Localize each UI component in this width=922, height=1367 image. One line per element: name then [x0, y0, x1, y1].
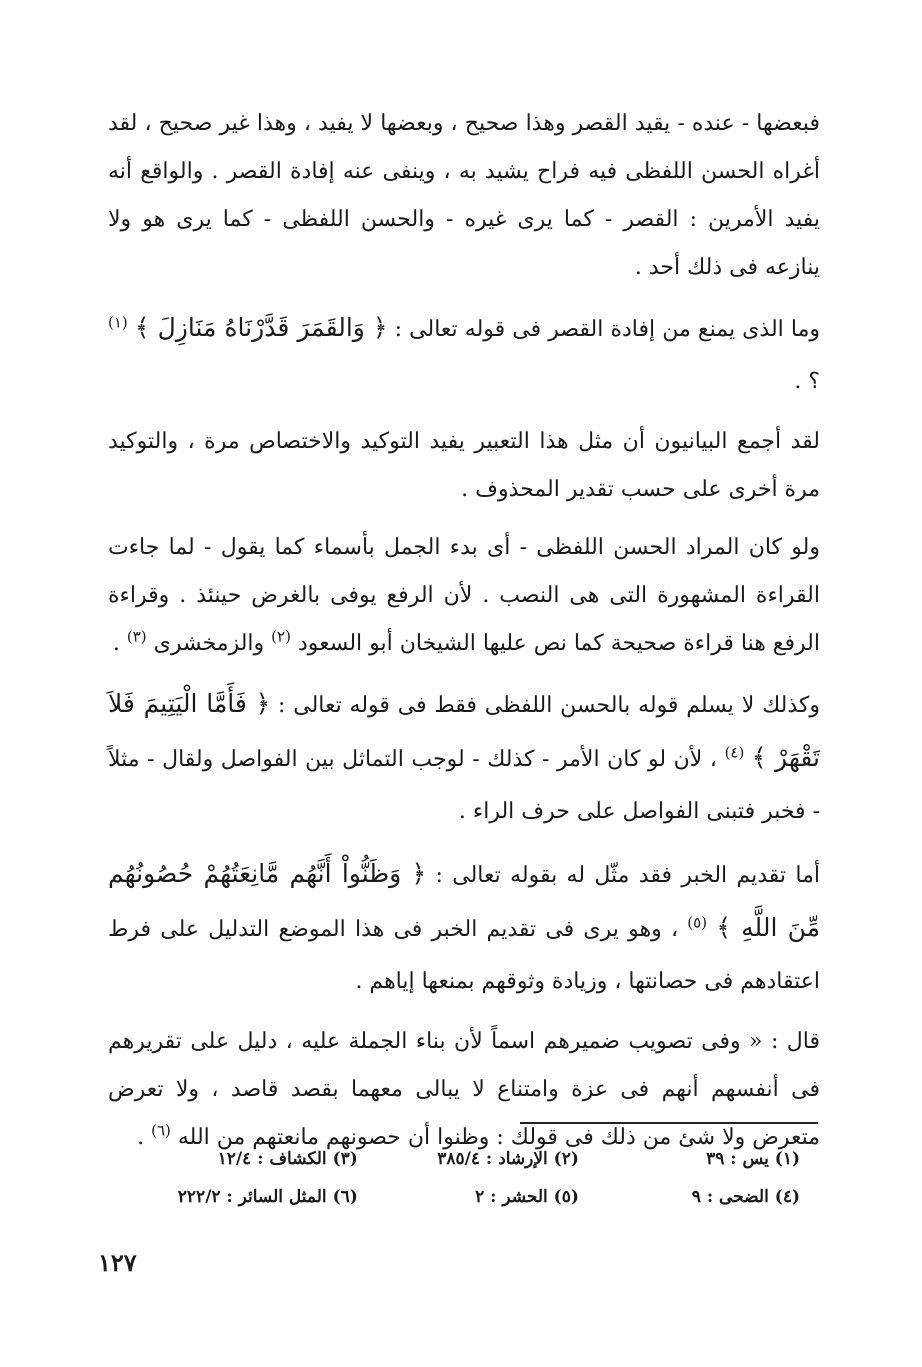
paragraph-2 — [108, 302, 820, 408]
paragraph-5 — [108, 678, 820, 838]
footnote-2: (٢) الإرشاد : ٣٨٥/٤ — [437, 1149, 579, 1169]
footnote-4: (٤) الضحى : ٩ — [691, 1187, 800, 1207]
paragraph-4-end: . — [112, 631, 127, 656]
paragraph-6 — [108, 848, 820, 1008]
paragraph-3-text: لقد أجمع البيانيون أن مثل هذا التعبير يفيد التوكيد والاختصاص مرة ، والتوكيد مرة أخرى على حسب تقدير المحذوف . — [108, 429, 820, 502]
footnote-5: (٥) الحشر : ٢ — [475, 1187, 579, 1207]
paragraph-5-end: ، لأن لو كان الأمر - كذلك - لوجب التماثل بين الفواصل ولقال - مثلاً - فخبر فتبنى الفواصل على حرف الراء . — [108, 747, 820, 824]
paragraph-4 — [108, 524, 820, 668]
paragraph-3 — [108, 418, 820, 514]
footnote-ref: (٢) — [271, 627, 291, 646]
quran-verse: ﴿ وَالقَمَرَ قَدَّرْنَاهُ مَنَازِلَ ﴾ — [134, 313, 388, 342]
paragraph-7-end: . — [137, 1125, 152, 1150]
paragraph-6-end: ، وهو يرى فى تقديم الخبر فى هذا الموضع التدليل على فرط اعتقادهم فى حصانتها ، وزيادة وثوقهم بمنعها إياهم . — [108, 917, 820, 994]
footnote-ref: (١) — [108, 313, 128, 332]
footnote-ref: (٤) — [724, 743, 745, 762]
paragraph-4-text: ولو كان المراد الحسن اللفظى - أى بدء الجمل بأسماء كما يقول - لما جاءت القراءة المشهورة التى هى النصب . لأن الرفع يوفى بالغرض حينئذ . وقراءة الرفع هنا قراءة صحيحة كما نص عليها الشيخان أبو السعود — [108, 535, 820, 656]
quran-verse: ﴿ فَأَمَّا الْيَتِيمَ فَلاَ تَقْهَرْ ﴾ — [108, 689, 820, 772]
footnote-row — [140, 1178, 800, 1216]
footnote-ref: (٦) — [151, 1121, 171, 1140]
footnote-6: (٦) المثل السائر : ٢٢٢/٢ — [177, 1187, 358, 1207]
paragraph-6-text: أما تقديم الخبر فقد مثّل له بقوله تعالى : — [426, 863, 820, 888]
footnote-1: (١) يس : ٣٩ — [706, 1149, 800, 1169]
paragraph-2-end: ؟ . — [794, 369, 820, 394]
main-text — [108, 100, 820, 1172]
footnotes — [140, 1140, 800, 1216]
page-number: ١٢٧ — [98, 1248, 137, 1277]
footnote-ref: (٣) — [126, 627, 147, 646]
paragraph-2-text: وما الذى يمنع من إفادة القصر فى قوله تعالى : — [387, 317, 820, 342]
paragraph-1 — [108, 100, 820, 292]
footnote-row — [140, 1140, 800, 1178]
paragraph-5-text: وكذلك لا يسلم قوله بالحسن اللفظى فقط فى قوله تعالى : — [270, 693, 820, 718]
paragraph-1-text: فبعضها - عنده - يقيد القصر وهذا صحيح ، وبعضها لا يفيد ، وهذا غير صحيح ، لقد أغراه الحسن اللفظى فيه فراح يشيد به ، وينفى عنه إفادة القصر . والواقع أنه يفيد الأمرين : القصر - كما يرى غيره - والحسن اللفظى - كما يرى هو ولا ينازعه فى ذلك أحد . — [108, 111, 820, 280]
paragraph-7-text: قال : « وفى تصويب ضميرهم اسماً لأن بناء الجملة عليه ، دليل على تقريرهم فى أنفسهم أنهم فى عزة وامتناع لا يبالى معهما بقصد قاصد ، ولا تعرض متعرض ولا شئ من ذلك فى قولك : وظنوا أن حصونهم مانعتهم من الله — [108, 1029, 820, 1150]
quran-verse: ﴿ وَظَنُّواْ أَنَّهُم مَّانِعَتُهُمْ حُصُونُهُم مِّنَ اللَّهِ ﴾ — [108, 859, 820, 942]
footnote-ref: (٥) — [687, 913, 708, 932]
footnote-divider — [520, 1122, 818, 1124]
footnote-3: (٣) الكشاف : ١٢/٤ — [217, 1149, 358, 1169]
paragraph-4-mid: والزمخشرى — [146, 631, 272, 656]
